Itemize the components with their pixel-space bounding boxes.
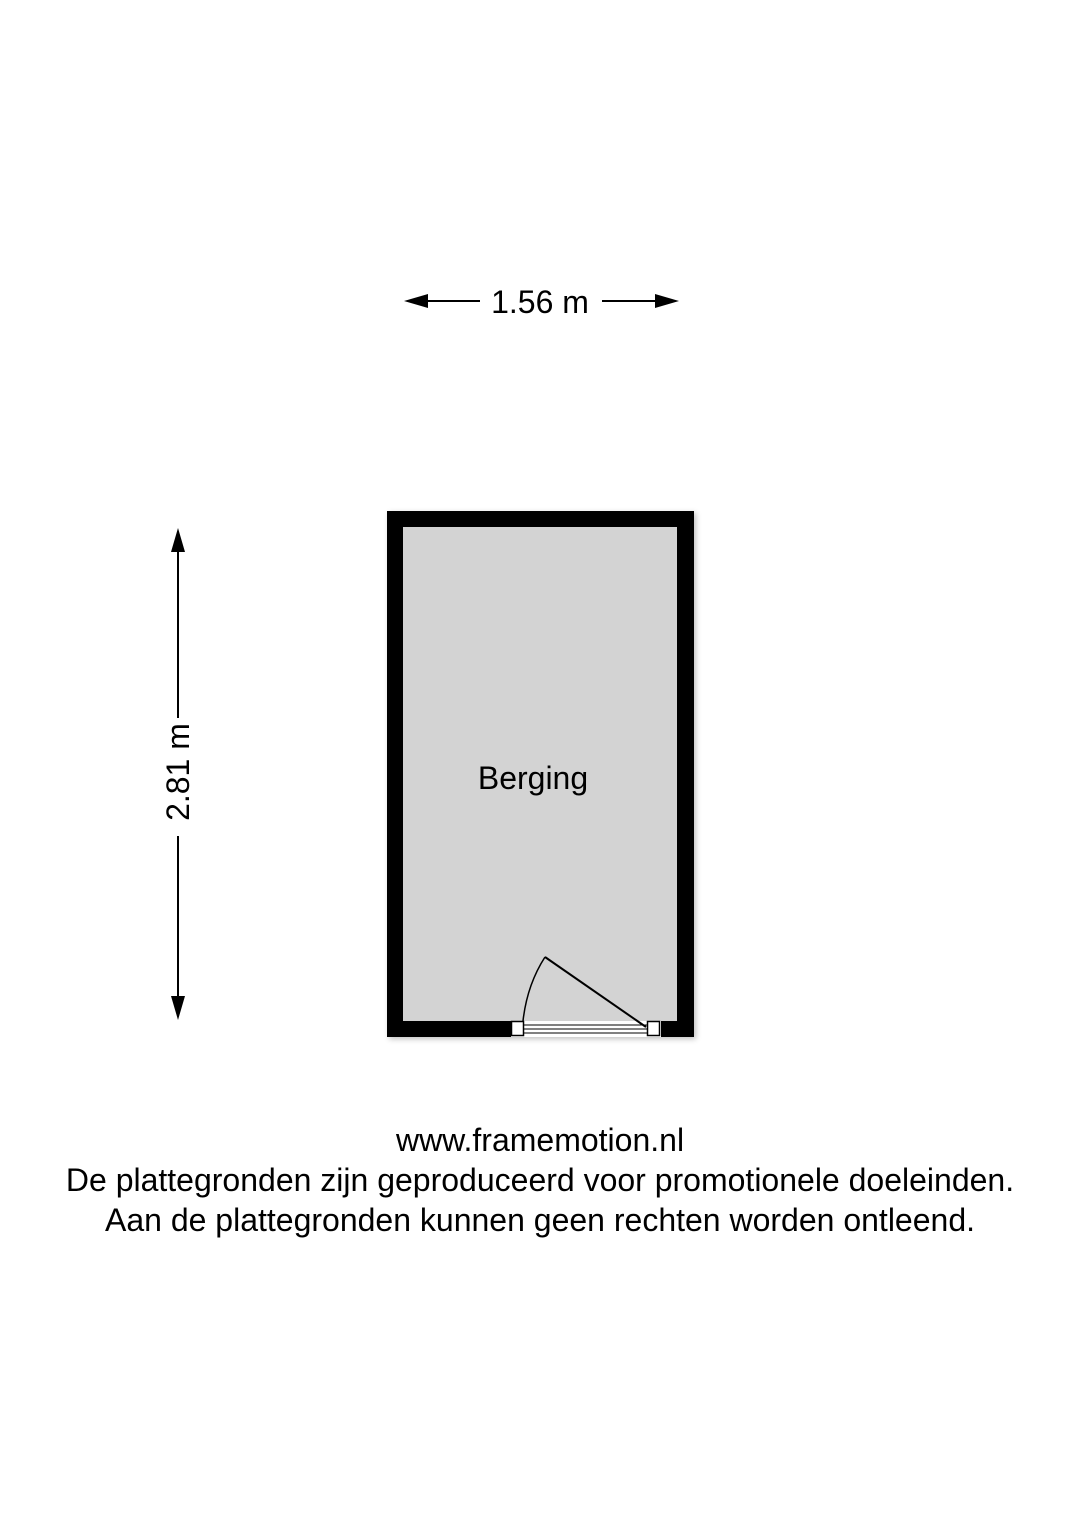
disclaimer-line-1: De plattegronden zijn geproduceerd voor promotionele doeleinden.	[65, 1162, 1015, 1198]
room-label-berging: Berging	[477, 760, 589, 796]
website-link[interactable]: www.framemotion.nl	[395, 1122, 685, 1158]
footer	[0, 1120, 1080, 1240]
height-dimension-label: 2.81 m	[160, 723, 196, 821]
width-dimension-label: 1.56 m	[491, 284, 589, 320]
disclaimer-line-2: Aan de plattegronden kunnen geen rechten worden ontleend.	[104, 1202, 975, 1238]
